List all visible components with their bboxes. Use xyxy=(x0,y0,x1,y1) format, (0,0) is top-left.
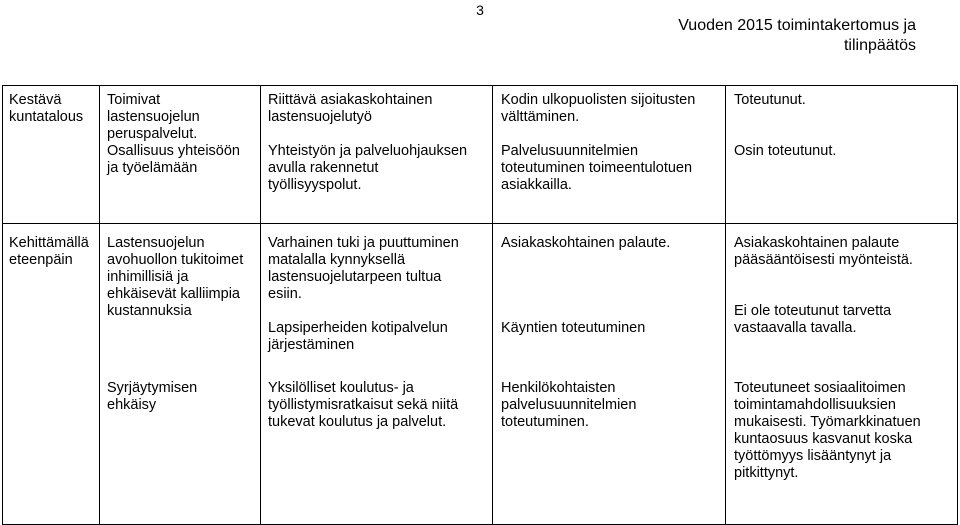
cell-text: työttömyys lisääntynyt ja xyxy=(734,448,892,464)
row2-col4-cell xyxy=(501,235,723,337)
cell-text: Kehittämällä xyxy=(9,235,89,251)
goals-table xyxy=(2,85,958,525)
cell-text: lastensuojelutyö xyxy=(268,109,372,125)
row1-col1-cell xyxy=(9,92,97,126)
cell-text: Toteutunut. xyxy=(734,92,806,108)
column-divider xyxy=(492,86,493,524)
column-divider xyxy=(99,86,100,524)
cell-text: työllistymisratkaisut sekä niitä xyxy=(268,397,459,413)
cell-text: Käyntien toteutuminen xyxy=(501,320,646,336)
row-divider xyxy=(2,223,958,224)
cell-text: mukaisesti. Työmarkkinatuen xyxy=(734,414,921,430)
cell-text: esiin. xyxy=(268,286,302,302)
header-title-line-2: tilinpäätös xyxy=(843,37,916,54)
cell-text: kuntaosuus kasvanut koska xyxy=(734,431,913,447)
cell-text: Osallisuus yhteisöön xyxy=(107,143,240,159)
cell-text: inhimillisiä ja xyxy=(107,269,189,285)
cell-text: Syrjäytymisen xyxy=(107,380,198,396)
cell-text: tukevat koulutus ja palvelut. xyxy=(268,414,447,430)
cell-text: ja työelämään xyxy=(107,160,198,176)
header-title-line-1: Vuoden 2015 toimintakertomus ja xyxy=(678,17,916,34)
cell-text: pitkittynyt. xyxy=(734,465,799,481)
row1-col2-cell xyxy=(107,92,257,177)
row3-col5-cell xyxy=(734,380,954,482)
row2-col3-cell xyxy=(268,235,490,354)
cell-text: Toteutuneet sosiaalitoimen xyxy=(734,380,906,396)
column-divider xyxy=(260,86,261,524)
cell-text: ehkäisevät kalliimpia xyxy=(107,286,240,302)
column-divider xyxy=(725,86,726,524)
cell-text: Osin toteutunut. xyxy=(734,143,837,159)
cell-text: matalalla kynnyksellä xyxy=(268,252,406,268)
table-border-right xyxy=(957,86,958,524)
cell-text: työllisyyspolut. xyxy=(268,177,362,193)
cell-text: pääsääntöisesti myönteistä. xyxy=(734,252,913,268)
cell-text: toteutuminen. xyxy=(501,414,589,430)
cell-text: järjestäminen xyxy=(268,337,355,353)
cell-text: lastensuojelun xyxy=(107,109,200,125)
cell-text: asiakkailla. xyxy=(501,177,572,193)
cell-text: toteutuminen toimeentulotuen xyxy=(501,160,693,176)
row1-col5-cell xyxy=(734,92,954,160)
cell-text: palvelusuunnitelmien xyxy=(501,397,637,413)
cell-text: Kestävä xyxy=(9,92,62,108)
cell-text: vastaavalla tavalla. xyxy=(734,320,857,336)
cell-text: eteenpäin xyxy=(9,252,73,268)
cell-text: Riittävä asiakaskohtainen xyxy=(268,92,433,108)
row2-col1-cell xyxy=(9,235,97,269)
row3-col2-cell xyxy=(107,380,257,414)
cell-text: avohuollon tukitoimet xyxy=(107,252,244,268)
cell-text: Palvelusuunnitelmien xyxy=(501,143,639,159)
row1-col4-cell xyxy=(501,92,723,194)
cell-text: kustannuksia xyxy=(107,303,192,319)
row2-col5-cell xyxy=(734,235,954,337)
cell-text: toimintamahdollisuuksien xyxy=(734,397,896,413)
cell-text: Toimivat xyxy=(107,92,161,108)
row1-col3-cell xyxy=(268,92,490,194)
cell-text: Ei ole toteutunut tarvetta xyxy=(734,303,892,319)
cell-text: Lastensuojelun xyxy=(107,235,205,251)
cell-text: välttäminen. xyxy=(501,109,580,125)
cell-text: kuntatalous xyxy=(9,109,84,125)
row2-col2-cell xyxy=(107,235,257,320)
row3-col3-cell xyxy=(268,380,490,431)
cell-text: Varhainen tuki ja puuttuminen xyxy=(268,235,459,251)
cell-text: avulla rakennetut xyxy=(268,160,379,176)
table-border-left xyxy=(2,86,3,524)
cell-text: Asiakaskohtainen palaute. xyxy=(501,235,671,251)
cell-text: Kodin ulkopuolisten sijoitusten xyxy=(501,92,696,108)
cell-text: Yksilölliset koulutus- ja xyxy=(268,380,414,396)
cell-text: Asiakaskohtainen palaute xyxy=(734,235,900,251)
row3-col4-cell xyxy=(501,380,723,431)
cell-text: Yhteistyön ja palveluohjauksen xyxy=(268,143,468,159)
cell-text: lastensuojelutarpeen tultua xyxy=(268,269,442,285)
page-number: 3 xyxy=(476,2,484,18)
cell-text: ehkäisy xyxy=(107,397,157,413)
cell-text: Henkilökohtaisten xyxy=(501,380,616,396)
document-header xyxy=(678,16,916,56)
cell-text: Lapsiperheiden kotipalvelun xyxy=(268,320,448,336)
cell-text: peruspalvelut. xyxy=(107,126,198,142)
